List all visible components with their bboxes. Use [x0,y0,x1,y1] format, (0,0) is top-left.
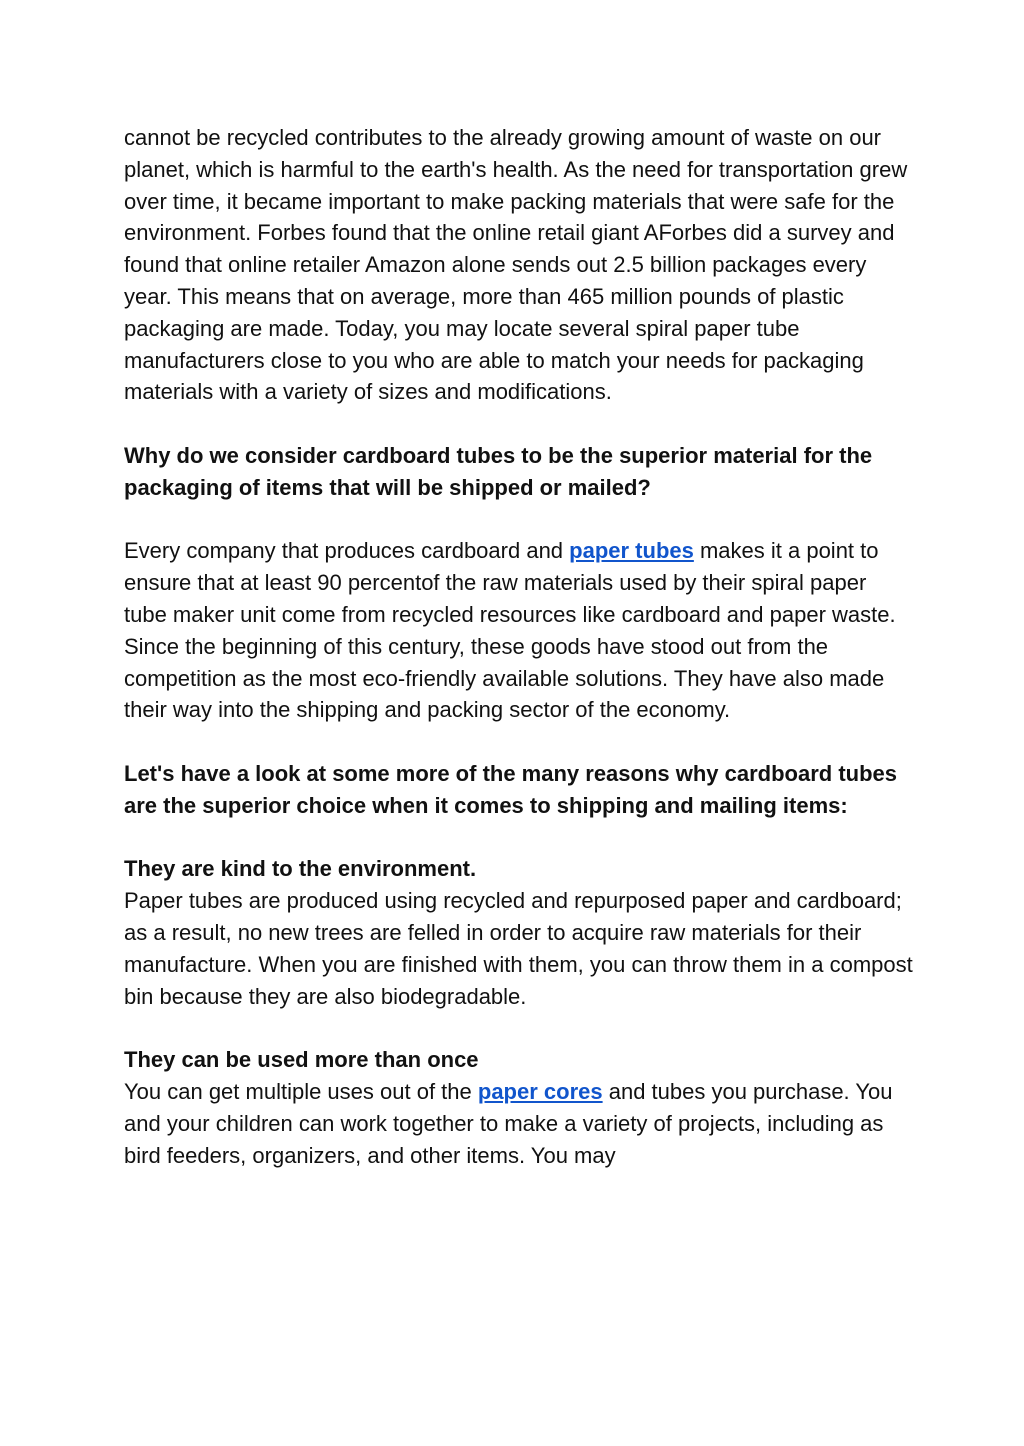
heading-more-reasons: Let's have a look at some more of the many reasons why cardboard tubes are the superior choice when it comes to shipping and mailing items: [124,760,898,818]
paper-tubes-link[interactable]: paper tubes [569,538,694,564]
heading-why-cardboard-tubes: Why do we consider cardboard tubes to be the superior material for the packaging of items that will be shipped or mailed? [124,442,873,500]
paragraph-text: makes it a point to ensure that at least 90 percentof the raw materials used by their spiral paper tube maker unit come from recycled resources like cardboard and paper waste. Since the beginning of this century, these goods have stood out from the competition as the most eco-friendly available solutions. They have also made their way into the shipping and packing sector of the economy. [124,538,896,723]
paragraph-recycled-materials [124,535,914,726]
heading-reusable: They can be used more than once [124,1047,479,1073]
paper-cores-link[interactable]: paper cores [477,1078,603,1104]
heading-kind-to-environment: They are kind to the environment. [124,856,477,882]
paragraph-environment: Paper tubes are produced using recycled and repurposed paper and cardboard; as a result, no new trees are felled in order to acquire raw materials for their manufacture. When you are finished with them, you can throw them in a compost bin because they are also biodegradable. [124,888,913,1009]
paragraph-spacer [124,726,914,758]
paragraph-text: You can get multiple uses out of the [124,1078,478,1104]
paragraph-waste-intro: cannot be recycled contributes to the already growing amount of waste on our planet, which is harmful to the earth's health. As the need for transportation grew over time, it became important to make packing materials that were safe for the environment. Forbes found that the online retail giant AForbes did a survey and found that online retailer Amazon alone sends out 2.5 billion packages every year. This means that on average, more than 465 million pounds of plastic packaging are made. Today, you may locate several spiral paper tube manufacturers close to you who are able to match your needs for packaging materials with a variety of sizes and modifications. [124,125,908,405]
paragraph-spacer [124,1012,914,1044]
paragraph-text: Every company that produces cardboard and [124,538,570,564]
paragraph-spacer [124,504,914,536]
paragraph-spacer [124,408,914,440]
paragraph-text: and tubes you purchase. You and your children can work together to make a variety of projects, including as bird feeders, organizers, and other items. You may [124,1078,893,1168]
document-page [124,122,914,1171]
paragraph-spacer [124,822,914,854]
paragraph-reusable [124,1076,914,1171]
